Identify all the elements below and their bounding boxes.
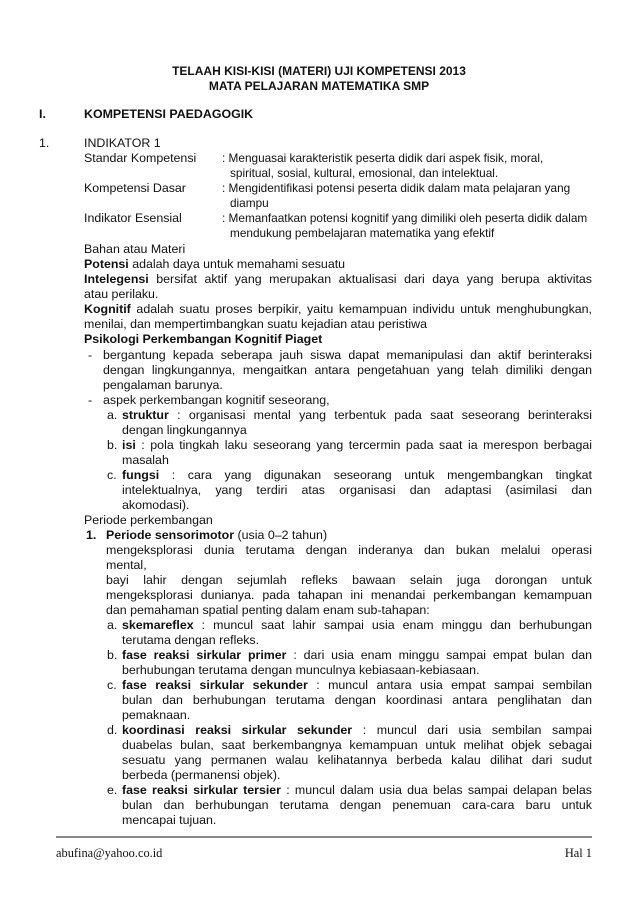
indicator-heading: INDIKATOR 1 [84,136,161,150]
aspect-c-letter: c. [107,468,117,482]
aspect-a-text: : organisasi mental yang terbentuk pada saat seseorang berinteraksi [168,408,592,422]
bahan-materi-label: Bahan atau Materi [84,242,186,256]
substage-b-text: : dari usia enam minggu sampai empat bulan dan [286,648,592,662]
substage-c-letter: c. [107,678,117,692]
periode-label: Periode perkembangan [84,513,213,527]
field-value-standar-kompetensi-line-1: : Menguasai karakteristik peserta didik dari aspek fisik, moral, [222,151,544,165]
substage-a-text: : muncul saat lahir sampai usia enam minggu dan berhubungan [193,618,592,632]
kognitif-text-1: adalah suatu proses berpikir, yaitu kemampuan individu untuk menghubungkan, [130,302,592,316]
periode-1-heading [106,528,327,543]
bullet-1-line-1: bergantung kepada seberapa jauh siswa dapat memanipulasi dan aktif berinteraksi [103,348,592,362]
substage-d-line-4: berbeda (permanensi objek). [122,768,281,782]
substage-d-term: koordinasi reaksi sirkular sekunder [122,723,353,737]
aspect-b-line-1 [122,438,592,453]
footer-page-number: Hal 1 [564,846,592,860]
kognitif-line-1 [84,302,592,317]
periode-1-line-3: bayi lahir dengan sejumlah refleks bawaan selain juga dorongan untuk [106,573,592,587]
bullet-marker-2: - [88,393,93,407]
substage-d-text: : muncul dari usia sembilan sampai [352,723,592,737]
aspect-c-line-3: akomodasi). [122,498,190,512]
substage-a-term: skemareflex [122,618,194,632]
periode-1-number: 1. [86,528,97,542]
substage-e-line-2: bulan dan berhubungan terutama dengan penemuan cara-cara baru untuk [122,798,592,812]
intelegensi-line-2: atau perilaku. [84,287,159,301]
substage-e-term: fase reaksi sirkular tersier [122,783,282,797]
substage-c-line-2: bulan dan berhubungan terutama dengan koordinasi antara penglihatan dan [122,693,592,707]
substage-c-line-3: pemaknaan. [122,708,191,722]
field-value-indikator-esensial-line-1: : Memanfaatkan potensi kognitif yang dimiliki oleh peserta didik dalam [222,211,588,225]
substage-a-line-2: terutama dengan refleks. [122,633,260,647]
substage-a-line-1 [122,618,592,633]
bullet-1-line-2: dengan lingkungannya, mengaitkan antara pengetahuan yang telah dimiliki dengan [103,363,592,377]
aspect-c-text: : cara yang digunakan seseorang untuk mengembangkan tingkat [159,468,592,482]
bullet-1-line-3: pengalaman barunya. [103,378,223,392]
indicator-number: 1. [39,136,50,150]
field-label-indikator-esensial: Indikator Esensial [84,211,182,225]
aspect-a-line-2: dengan lingkungannya [122,423,247,437]
intelegensi-term: Intelegensi [84,272,149,286]
substage-c-text: : muncul antara usia empat sampai sembilan [307,678,592,692]
intelegensi-line-1 [84,272,592,287]
substage-e-text: : muncul dalam usia dua belas sampai delapan belas [281,783,592,797]
substage-b-term: fase reaksi sirkular primer [122,648,287,662]
aspect-a-line-1 [122,408,592,423]
periode-1-age: (usia 0–2 tahun) [234,528,328,542]
aspect-b-term: isi [122,438,136,452]
field-value-indikator-esensial-line-2: mendukung pembelajaran matematika yang efektif [230,226,495,240]
aspect-b-letter: b. [107,438,118,452]
aspect-b-text: : pola tingkah laku seseorang yang tercermin pada saat ia merespon berbagai [135,438,592,452]
potensi-text: adalah daya untuk memahami sesuatu [128,257,346,271]
bullet-2-line-1: aspek perkembangan kognitif seseorang, [103,393,330,407]
section-number: I. [39,107,46,121]
periode-1-line-4: mengeksplorasi dunianya. pada tahapan ini menandai perkembangan kemampuan [106,588,592,602]
periode-1-line-2: mental, [106,558,147,572]
document-title-line-1: TELAAH KISI-KISI (MATERI) UJI KOMPETENSI 2013 [172,64,466,78]
piaget-heading: Psikologi Perkembangan Kognitif Piaget [84,332,323,346]
kognitif-term: Kognitif [84,302,131,316]
aspect-b-line-2: masalah [122,453,169,467]
kognitif-line-2: menilai, dan mempertimbangkan suatu kejadian atau peristiwa [84,317,427,331]
field-value-kompetensi-dasar-line-2: diampu [230,196,269,210]
section-heading: KOMPETENSI PAEDAGOGIK [84,107,254,121]
substage-b-line-1 [122,648,592,663]
substage-e-line-1 [122,783,592,798]
potensi-term: Potensi [84,257,129,271]
field-value-standar-kompetensi-line-2: spiritual, sosial, kultural, emosional, dan intelektual. [230,166,499,180]
periode-1-line-1: mengeksplorasi dunia terutama dengan inderanya dan bukan melalui operasi [106,543,592,557]
substage-e-letter: e. [107,783,118,797]
aspect-c-line-2: intelektualnya, yang terdiri atas organisasi dan adaptasi (asimilasi dan [122,483,592,497]
periode-1-line-5: dan pemahaman spatial penting dalam enam sub-tahapan: [106,603,430,617]
substage-d-line-1 [122,723,592,738]
potensi-definition [84,257,345,272]
substage-b-letter: b. [107,648,118,662]
field-label-standar-kompetensi: Standar Kompetensi [84,151,197,165]
field-value-kompetensi-dasar-line-1: : Mengidentifikasi potensi peserta didik dalam mata pelajaran yang [222,181,571,195]
substage-e-line-3: mencapai tujuan. [122,813,217,827]
field-label-kompetensi-dasar: Kompetensi Dasar [84,181,186,195]
bullet-marker-1: - [88,348,93,362]
footer-divider [56,836,592,838]
substage-c-line-1 [122,678,592,693]
substage-b-line-2: berhubungan terutama dengan munculnya kebiasaan-kebiasaan. [122,663,480,677]
periode-1-term: Periode sensorimotor [106,528,235,542]
substage-d-line-3: sesuatu yang permanen walau kelihatannya berbeda kalau dilihat dari sudut [122,753,592,767]
aspect-c-line-1 [122,468,592,483]
substage-d-letter: d. [107,723,118,737]
substage-c-term: fase reaksi sirkular sekunder [122,678,308,692]
substage-a-letter: a. [107,618,118,632]
footer-email: abufina@yahoo.co.id [56,846,163,860]
aspect-c-term: fungsi [122,468,160,482]
substage-d-line-2: duabelas bulan, saat berkembangnya kemampuan untuk melihat objek sebagai [122,738,592,752]
aspect-a-term: struktur [122,408,169,422]
intelegensi-text-1: bersifat aktif yang merupakan aktualisasi dari daya yang berupa aktivitas [148,272,592,286]
document-title-line-2: MATA PELAJARAN MATEMATIKA SMP [208,79,430,93]
aspect-a-letter: a. [107,408,118,422]
